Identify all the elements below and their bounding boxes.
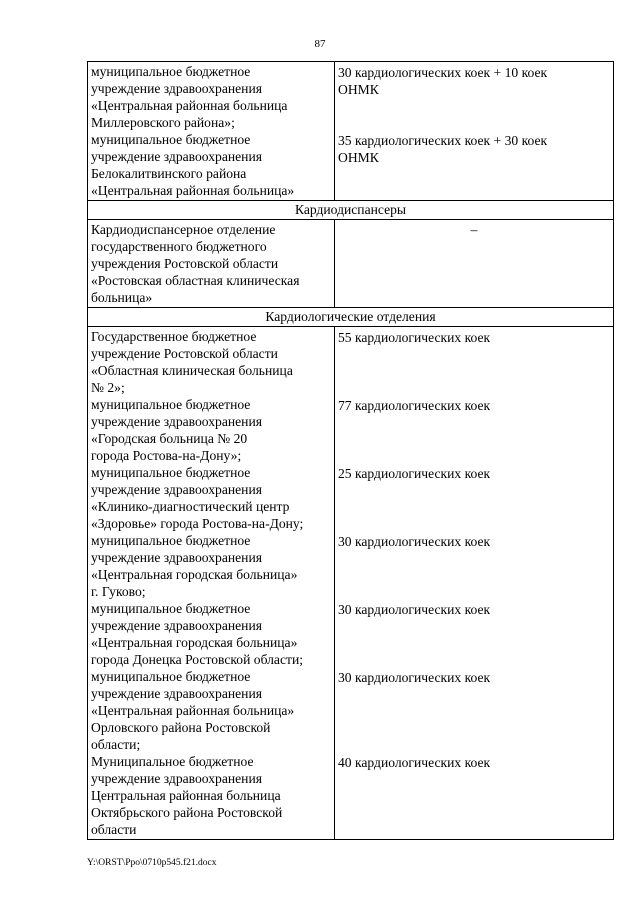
section-title: Кардиодиспансеры — [88, 201, 614, 220]
table-row — [88, 327, 614, 840]
facilities-table — [87, 61, 614, 840]
beds-cell: – — [335, 220, 614, 308]
bed-count: 30 кардиологических коек + 10 коек ОНМК — [338, 64, 548, 97]
bed-count: 30 кардиологических коек — [338, 669, 491, 685]
section-title: Кардиологические отделения — [88, 308, 614, 327]
bed-count: 55 кардиологических коек — [338, 329, 491, 345]
bed-count: 35 кардиологических коек + 30 коек ОНМК — [338, 132, 548, 165]
organization-cell — [88, 62, 335, 201]
organization-name: муниципальное бюджетное учреждение здравоохранения «Городская больница № 20 города Ростова-на-Дону»; — [91, 397, 262, 463]
file-path-footer: Y:\ORST\Ppo\0710p545.f21.docx — [87, 858, 217, 868]
beds-cell — [335, 62, 614, 201]
organization-name: муниципальное бюджетное учреждение здравоохранения «Центральная городская больница» города Донецка Ростовской области; — [91, 601, 303, 667]
bed-count: 77 кардиологических коек — [338, 397, 491, 413]
organization-name: муниципальное бюджетное учреждение здравоохранения Белокалитвинского района «Центральная районная больница» — [91, 132, 295, 198]
table-row — [88, 220, 614, 308]
page-number: 87 — [314, 38, 326, 50]
facilities-table-body — [88, 62, 614, 840]
section-header-row — [88, 308, 614, 327]
bed-count: 30 кардиологических коек — [338, 601, 491, 617]
organization-cell — [88, 220, 335, 308]
organization-name: муниципальное бюджетное учреждение здравоохранения «Центральная городская больница» г. Гуково; — [91, 533, 298, 599]
organization-name: муниципальное бюджетное учреждение здравоохранения «Центральная районная больница Миллеровского района»; — [91, 64, 288, 130]
organization-cell — [88, 327, 335, 840]
beds-cell — [335, 327, 614, 840]
organization-name: муниципальное бюджетное учреждение здравоохранения «Клинико-диагностический центр «Здоровье» города Ростова-на-Дону; — [91, 465, 304, 531]
bed-count: 25 кардиологических коек — [338, 465, 491, 481]
organization-name: муниципальное бюджетное учреждение здравоохранения «Центральная районная больница» Орловского района Ростовской области; — [91, 669, 295, 752]
bed-count: 30 кардиологических коек — [338, 533, 491, 549]
section-header-row — [88, 201, 614, 220]
bed-count: 40 кардиологических коек — [338, 754, 491, 770]
table-row — [88, 62, 614, 201]
organization-name: Кардиодиспансерное отделение государственного бюджетного учреждения Ростовской области «Ростовская областная клиническая больница» — [91, 222, 300, 305]
organization-name: Государственное бюджетное учреждение Ростовской области «Областная клиническая больница № 2»; — [91, 329, 293, 395]
organization-name: Муниципальное бюджетное учреждение здравоохранения Центральная районная больница Октябрьского района Ростовской области — [91, 754, 283, 837]
